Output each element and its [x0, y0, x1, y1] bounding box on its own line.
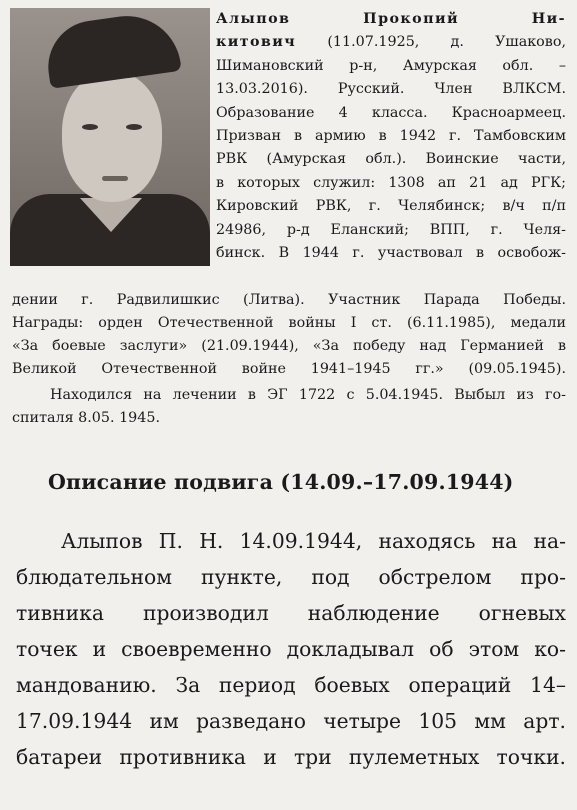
person-name-cont: китович — [216, 34, 297, 51]
bio-line: Кировский РВК, г. Челябинск; в/ч п/п — [216, 198, 566, 215]
mouth — [102, 176, 128, 181]
feat-line: тивника производил наблюдение огневых — [16, 601, 566, 625]
awards-line: Награды: орден Отечественной войны I ст. (6.11.1985), медали — [12, 315, 566, 331]
left-eye — [82, 124, 98, 130]
bio-line: 24986, р-д Еланский; ВПП, г. Челя- — [216, 221, 566, 238]
bio-line: Образование 4 класса. Красноармеец. — [216, 104, 566, 121]
right-eye — [126, 124, 142, 130]
awards-line: Великой Отечественной войне 1941–1945 гг.» (09.05.1945). — [12, 361, 566, 377]
bio-line: бинск. В 1944 г. участвовал в освобож- — [216, 245, 566, 262]
feat-heading: Описание подвига (14.09.–17.09.1944) — [48, 470, 514, 494]
soldier-portrait-photo — [10, 8, 210, 266]
military-cap — [42, 9, 181, 89]
feat-line: батареи противника и три пулеметных точки. — [16, 745, 566, 769]
bio-line: РВК (Амурская обл.). Воинские части, — [216, 151, 566, 168]
feat-line: Алыпов П. Н. 14.09.1944, находясь на на- — [61, 529, 566, 553]
biography-block — [216, 8, 566, 265]
feat-line: мандованию. За период боевых операций 14– — [16, 673, 566, 697]
person-name: Алыпов Прокопий Ни- — [216, 11, 566, 27]
bio-line: Призван в армию в 1942 г. Тамбовским — [216, 128, 566, 145]
hospital-line: Находился на лечении в ЭГ 1722 с 5.04.1945. Выбыл из го- — [50, 387, 566, 403]
bio-line: дении г. Радвилишкис (Литва). Участник Парада Победы. — [12, 292, 566, 308]
feat-line: 17.09.1944 им разведано четыре 105 мм арт. — [16, 709, 566, 733]
bio-line: 13.03.2016). Русский. Член ВЛКСМ. — [216, 81, 566, 98]
bio-line: китович (11.07.1925, д. Ушаково, — [216, 34, 566, 51]
feat-line: точек и своевременно докладывал об этом ко- — [16, 637, 566, 661]
awards-line: «За боевые заслуги» (21.09.1944), «За победу над Германией в — [12, 338, 566, 354]
feat-line: блюдательном пункте, под обстрелом про- — [16, 565, 566, 589]
bio-line: в которых служил: 1308 ап 21 ад РГК; — [216, 174, 566, 191]
bio-line: Шимановский р-н, Амурская обл. – — [216, 57, 566, 74]
hospital-line: спиталя 8.05. 1945. — [12, 410, 160, 426]
cap-star-icon: ★ — [106, 80, 119, 96]
bio-line — [216, 8, 566, 31]
